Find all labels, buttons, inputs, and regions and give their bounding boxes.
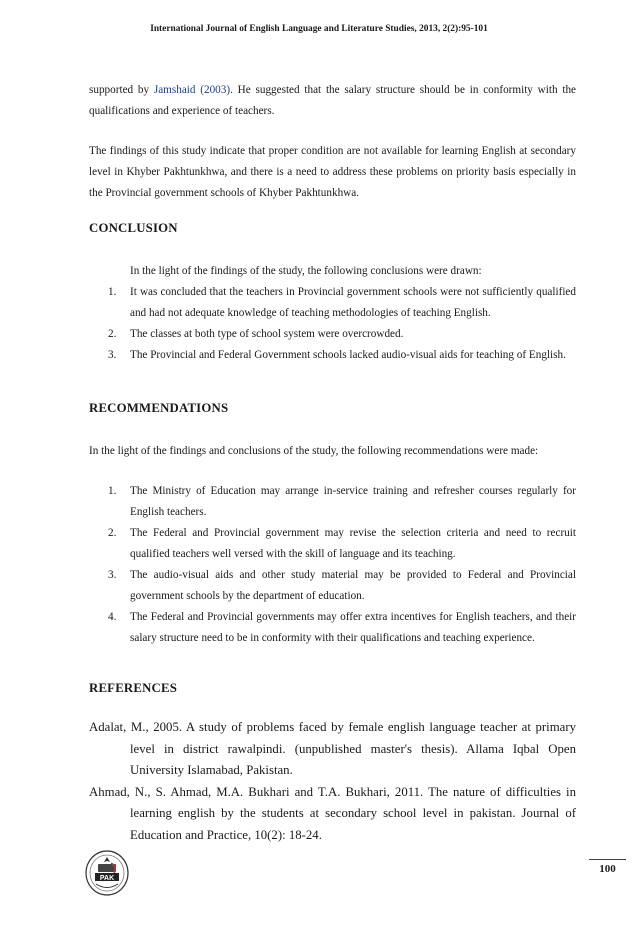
list-item bbox=[89, 565, 576, 607]
page-number-rule bbox=[589, 859, 626, 860]
list-text: It was concluded that the teachers in Provincial government schools were not sufficiently qualified and had not adequate knowledge of teaching methodologies of teaching English. bbox=[130, 286, 576, 319]
page-number: 100 bbox=[599, 863, 616, 875]
list-number: 4. bbox=[108, 611, 117, 623]
paragraph-salary bbox=[89, 80, 576, 122]
paragraph-text: supported by bbox=[89, 84, 154, 96]
recommendations-intro: In the light of the findings and conclusions of the study, the following recommendations were made: bbox=[89, 445, 539, 457]
recommendations-heading: RECOMMENDATIONS bbox=[89, 401, 229, 415]
journal-logo-icon bbox=[84, 850, 130, 896]
list-text: The Ministry of Education may arrange in-service training and refresher courses regularly for English teachers. bbox=[130, 485, 576, 518]
list-item bbox=[89, 324, 576, 345]
list-number: 2. bbox=[108, 328, 117, 340]
conclusion-intro: In the light of the findings of the study, the following conclusions were drawn: bbox=[130, 265, 482, 277]
running-head: International Journal of English Language and Literature Studies, 2013, 2(2):95-101 bbox=[150, 24, 488, 34]
list-number: 3. bbox=[108, 349, 117, 361]
reference-entry: Adalat, M., 2005. A study of problems faced by female english language teacher at primary level in district rawalpindi. (unpublished master's thesis). Allama Iqbal Open University Islamabad, Pakistan. bbox=[89, 720, 576, 777]
list-text: The audio-visual aids and other study material may be provided to Federal and Provincial government schools by the department of education. bbox=[130, 569, 576, 602]
reference-entry: Ahmad, N., S. Ahmad, M.A. Bukhari and T.A. Bukhari, 2011. The nature of difficulties in learning english by the students at secondary school level in pakistan. Journal of Education and Practice, 10(2): 18-24. bbox=[89, 784, 576, 842]
citation-link[interactable]: Jamshaid (2003) bbox=[153, 84, 231, 96]
list-text: The classes at both type of school system were overcrowded. bbox=[130, 328, 404, 340]
list-text: The Federal and Provincial governments may offer extra incentives for English teachers, and their salary structure need to be in conformity with their qualifications and teaching experience. bbox=[130, 611, 576, 644]
list-number: 2. bbox=[108, 527, 117, 539]
list-item bbox=[89, 607, 576, 649]
list-number: 1. bbox=[108, 286, 117, 298]
paragraph-findings: The findings of this study indicate that proper condition are not available for learning English at secondary level in Khyber Pakhtunkhwa, and there is a need to address these problems on priority basis especially in the Provincial government schools of Khyber Pakhtunkhwa. bbox=[89, 145, 576, 199]
list-item bbox=[89, 282, 576, 324]
list-item bbox=[89, 345, 576, 366]
logo-text: PAK bbox=[99, 875, 115, 882]
paragraph-text: . He suggested that the salary structure should be in conformity with the qualifications and experience of teachers. bbox=[89, 84, 577, 117]
conclusion-list bbox=[89, 282, 576, 366]
journal-logo bbox=[84, 850, 130, 896]
references-list bbox=[89, 717, 576, 846]
list-number: 3. bbox=[108, 569, 117, 581]
list-text: The Federal and Provincial government may revise the selection criteria and need to recruit qualified teachers well versed with the skill of language and its teaching. bbox=[130, 527, 576, 560]
references-heading: REFERENCES bbox=[89, 681, 178, 695]
list-item bbox=[89, 481, 576, 523]
list-item bbox=[89, 523, 576, 565]
recommendations-list bbox=[89, 481, 576, 649]
conclusion-heading: CONCLUSION bbox=[89, 221, 178, 235]
list-number: 1. bbox=[108, 485, 117, 497]
list-text: The Provincial and Federal Government schools lacked audio-visual aids for teaching of English. bbox=[130, 349, 566, 361]
